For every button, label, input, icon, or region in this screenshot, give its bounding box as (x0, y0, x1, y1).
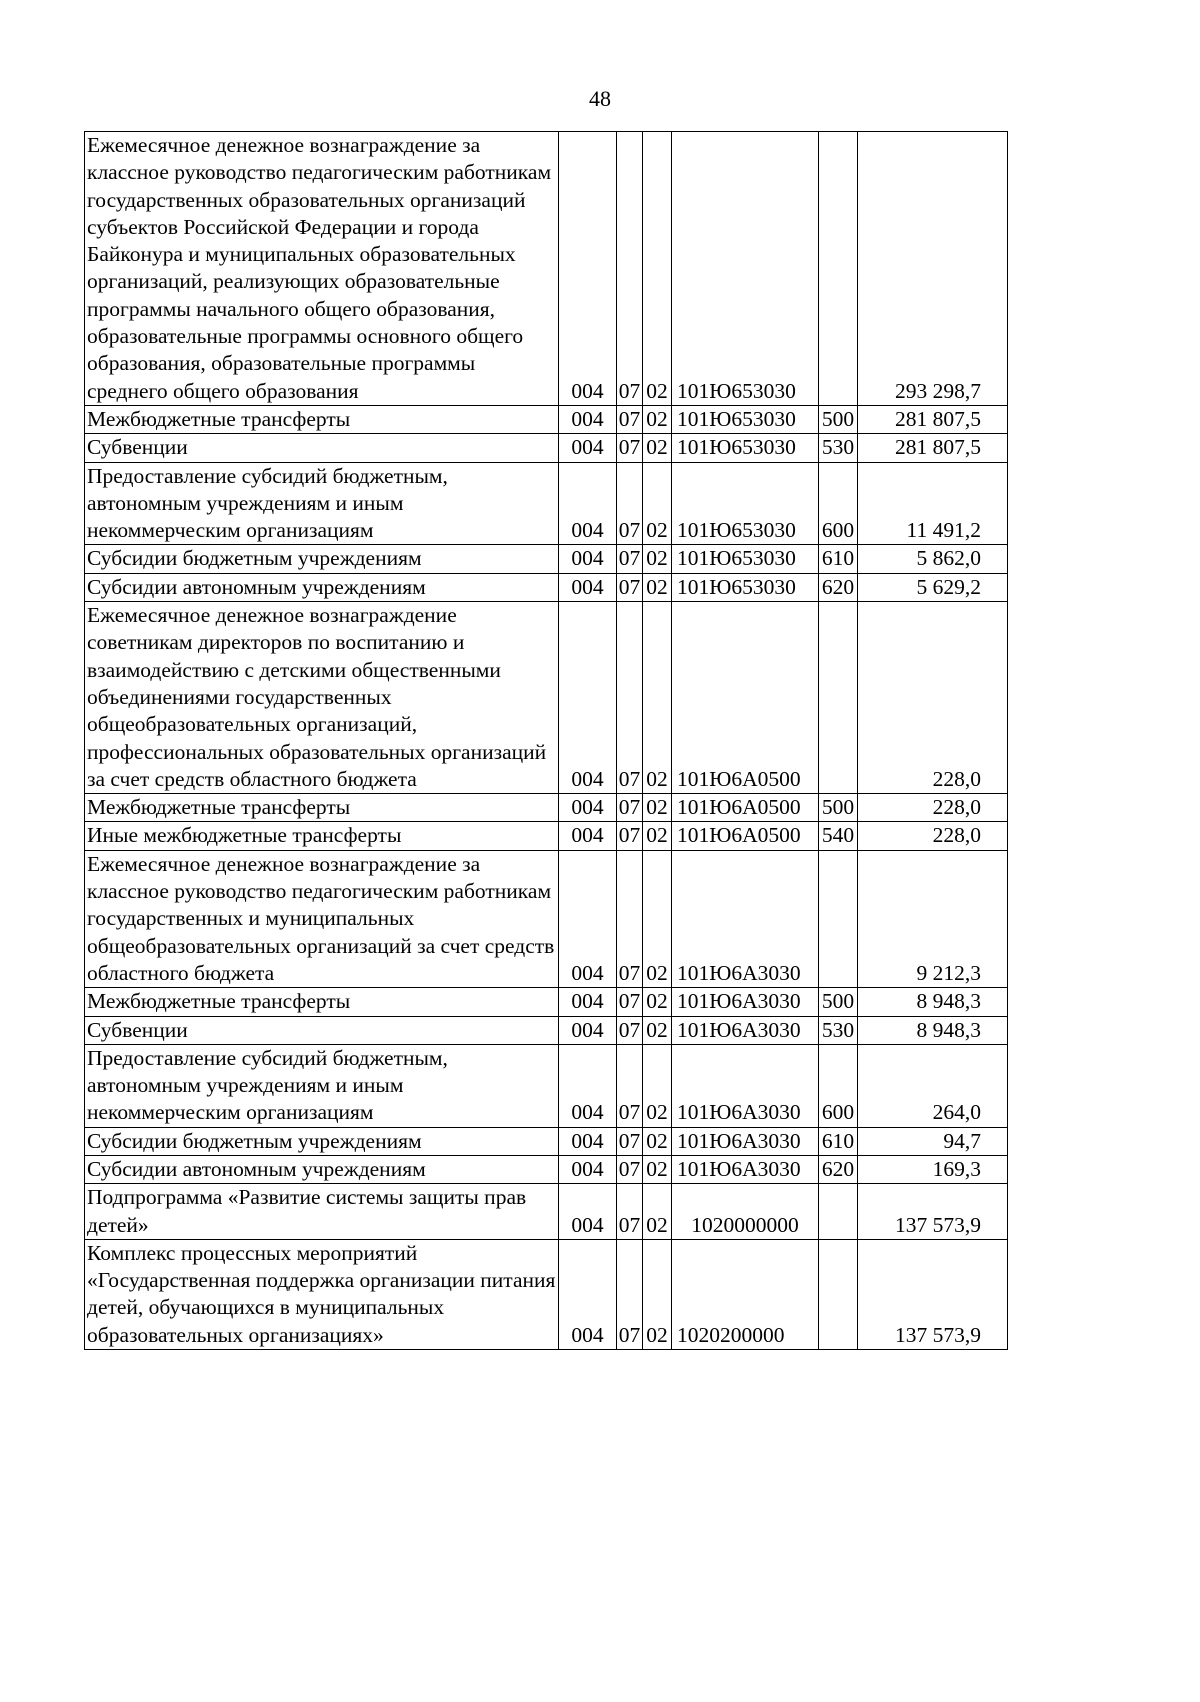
target-article-cell: 101Ю6А3030 (672, 988, 819, 1016)
amount-cell: 281 807,5 (858, 434, 1008, 462)
ministry-code-cell: 004 (559, 1016, 617, 1044)
expense-type-cell: 500 (819, 794, 858, 822)
expense-type-cell: 540 (819, 822, 858, 850)
subsection-code-cell: 02 (643, 794, 672, 822)
ministry-code-cell: 004 (559, 850, 617, 987)
ministry-code-cell: 004 (559, 988, 617, 1016)
section-code-cell: 07 (617, 988, 643, 1016)
target-article-cell: 101Ю6А0500 (672, 602, 819, 794)
row-name-cell: Субсидии автономным учреждениям (85, 1155, 559, 1183)
subsection-code-cell: 02 (643, 822, 672, 850)
row-name-cell: Ежемесячное денежное вознаграждение за классное руководство педагогическим работникам государственных образовательных организаций субъектов Российской Федерации и города Байконура и муниципальных образовательных организаций, реализующих образовательные программы начального общего образования, образовательные программы основного общего образования, образовательные программы среднего общего образования (85, 132, 559, 406)
subsection-code-cell: 02 (643, 434, 672, 462)
target-article-cell: 1020000000 (672, 1184, 819, 1240)
table-row (85, 405, 1008, 433)
table-row (85, 1239, 1008, 1349)
row-name-cell: Ежемесячное денежное вознаграждение советникам директоров по воспитанию и взаимодействию с детскими общественными объединениями государственных общеобразовательных организаций, профессиональных образовательных организаций за счет средств областного бюджета (85, 602, 559, 794)
ministry-code-cell: 004 (559, 1127, 617, 1155)
expense-type-cell: 600 (819, 1044, 858, 1127)
table-row (85, 545, 1008, 573)
target-article-cell: 101Ю653030 (672, 545, 819, 573)
row-name-cell: Межбюджетные трансферты (85, 794, 559, 822)
expense-type-cell (819, 602, 858, 794)
table-row (85, 573, 1008, 601)
ministry-code-cell: 004 (559, 1184, 617, 1240)
target-article-cell: 101Ю6А0500 (672, 794, 819, 822)
amount-cell: 5 629,2 (858, 573, 1008, 601)
row-name-cell: Комплекс процессных мероприятий «Государственная поддержка организации питания детей, обучающихся в муниципальных образовательных организациях» (85, 1239, 559, 1349)
expense-type-cell (819, 850, 858, 987)
row-name-cell: Ежемесячное денежное вознаграждение за классное руководство педагогическим работникам государственных и муниципальных общеобразовательных организаций за счет средств областного бюджета (85, 850, 559, 987)
section-code-cell: 07 (617, 462, 643, 545)
section-code-cell: 07 (617, 1127, 643, 1155)
target-article-cell: 101Ю6А3030 (672, 850, 819, 987)
expense-type-cell: 620 (819, 573, 858, 601)
row-name-cell: Предоставление субсидий бюджетным, автономным учреждениям и иным некоммерческим организациям (85, 1044, 559, 1127)
amount-cell: 228,0 (858, 794, 1008, 822)
budget-table (84, 131, 1008, 1350)
amount-cell: 8 948,3 (858, 988, 1008, 1016)
subsection-code-cell: 02 (643, 988, 672, 1016)
subsection-code-cell: 02 (643, 462, 672, 545)
section-code-cell: 07 (617, 434, 643, 462)
expense-type-cell (819, 132, 858, 406)
target-article-cell: 101Ю6А0500 (672, 822, 819, 850)
expense-type-cell: 500 (819, 405, 858, 433)
ministry-code-cell: 004 (559, 132, 617, 406)
table-row (85, 822, 1008, 850)
table-row (85, 1127, 1008, 1155)
target-article-cell: 1020200000 (672, 1239, 819, 1349)
target-article-cell: 101Ю6А3030 (672, 1155, 819, 1183)
ministry-code-cell: 004 (559, 573, 617, 601)
amount-cell: 281 807,5 (858, 405, 1008, 433)
target-article-cell: 101Ю653030 (672, 434, 819, 462)
subsection-code-cell: 02 (643, 1239, 672, 1349)
subsection-code-cell: 02 (643, 602, 672, 794)
expense-type-cell: 500 (819, 988, 858, 1016)
subsection-code-cell: 02 (643, 1016, 672, 1044)
row-name-cell: Субвенции (85, 434, 559, 462)
amount-cell: 11 491,2 (858, 462, 1008, 545)
section-code-cell: 07 (617, 545, 643, 573)
table-row (85, 602, 1008, 794)
expense-type-cell: 610 (819, 1127, 858, 1155)
table-row (85, 794, 1008, 822)
amount-cell: 9 212,3 (858, 850, 1008, 987)
table-row (85, 988, 1008, 1016)
row-name-cell: Субсидии бюджетным учреждениям (85, 545, 559, 573)
table-row (85, 132, 1008, 406)
amount-cell: 137 573,9 (858, 1239, 1008, 1349)
target-article-cell: 101Ю653030 (672, 573, 819, 601)
ministry-code-cell: 004 (559, 1239, 617, 1349)
amount-cell: 293 298,7 (858, 132, 1008, 406)
table-row (85, 1044, 1008, 1127)
target-article-cell: 101Ю6А3030 (672, 1044, 819, 1127)
amount-cell: 228,0 (858, 822, 1008, 850)
table-row (85, 1184, 1008, 1240)
section-code-cell: 07 (617, 850, 643, 987)
ministry-code-cell: 004 (559, 545, 617, 573)
row-name-cell: Иные межбюджетные трансферты (85, 822, 559, 850)
budget-table-body (85, 132, 1008, 1350)
section-code-cell: 07 (617, 822, 643, 850)
section-code-cell: 07 (617, 1044, 643, 1127)
subsection-code-cell: 02 (643, 132, 672, 406)
subsection-code-cell: 02 (643, 405, 672, 433)
row-name-cell: Предоставление субсидий бюджетным, автономным учреждениям и иным некоммерческим организациям (85, 462, 559, 545)
table-row (85, 462, 1008, 545)
ministry-code-cell: 004 (559, 1044, 617, 1127)
expense-type-cell: 620 (819, 1155, 858, 1183)
section-code-cell: 07 (617, 573, 643, 601)
ministry-code-cell: 004 (559, 1155, 617, 1183)
row-name-cell: Субвенции (85, 1016, 559, 1044)
section-code-cell: 07 (617, 1016, 643, 1044)
page-number: 48 (589, 86, 611, 111)
table-row (85, 434, 1008, 462)
subsection-code-cell: 02 (643, 545, 672, 573)
row-name-cell: Межбюджетные трансферты (85, 405, 559, 433)
subsection-code-cell: 02 (643, 573, 672, 601)
subsection-code-cell: 02 (643, 850, 672, 987)
amount-cell: 94,7 (858, 1127, 1008, 1155)
section-code-cell: 07 (617, 1184, 643, 1240)
amount-cell: 8 948,3 (858, 1016, 1008, 1044)
section-code-cell: 07 (617, 132, 643, 406)
target-article-cell: 101Ю6А3030 (672, 1016, 819, 1044)
table-row (85, 1016, 1008, 1044)
expense-type-cell: 600 (819, 462, 858, 545)
ministry-code-cell: 004 (559, 462, 617, 545)
expense-type-cell: 610 (819, 545, 858, 573)
expense-type-cell: 530 (819, 434, 858, 462)
row-name-cell: Подпрограмма «Развитие системы защиты прав детей» (85, 1184, 559, 1240)
ministry-code-cell: 004 (559, 434, 617, 462)
table-row (85, 850, 1008, 987)
section-code-cell: 07 (617, 1155, 643, 1183)
section-code-cell: 07 (617, 1239, 643, 1349)
section-code-cell: 07 (617, 794, 643, 822)
target-article-cell: 101Ю653030 (672, 132, 819, 406)
expense-type-cell: 530 (819, 1016, 858, 1044)
target-article-cell: 101Ю653030 (672, 405, 819, 433)
row-name-cell: Субсидии автономным учреждениям (85, 573, 559, 601)
section-code-cell: 07 (617, 405, 643, 433)
subsection-code-cell: 02 (643, 1184, 672, 1240)
expense-type-cell (819, 1184, 858, 1240)
amount-cell: 169,3 (858, 1155, 1008, 1183)
table-row (85, 1155, 1008, 1183)
amount-cell: 137 573,9 (858, 1184, 1008, 1240)
target-article-cell: 101Ю6А3030 (672, 1127, 819, 1155)
target-article-cell: 101Ю653030 (672, 462, 819, 545)
amount-cell: 264,0 (858, 1044, 1008, 1127)
ministry-code-cell: 004 (559, 602, 617, 794)
section-code-cell: 07 (617, 602, 643, 794)
expense-type-cell (819, 1239, 858, 1349)
ministry-code-cell: 004 (559, 822, 617, 850)
subsection-code-cell: 02 (643, 1044, 672, 1127)
amount-cell: 228,0 (858, 602, 1008, 794)
row-name-cell: Субсидии бюджетным учреждениям (85, 1127, 559, 1155)
amount-cell: 5 862,0 (858, 545, 1008, 573)
ministry-code-cell: 004 (559, 405, 617, 433)
subsection-code-cell: 02 (643, 1127, 672, 1155)
ministry-code-cell: 004 (559, 794, 617, 822)
row-name-cell: Межбюджетные трансферты (85, 988, 559, 1016)
subsection-code-cell: 02 (643, 1155, 672, 1183)
